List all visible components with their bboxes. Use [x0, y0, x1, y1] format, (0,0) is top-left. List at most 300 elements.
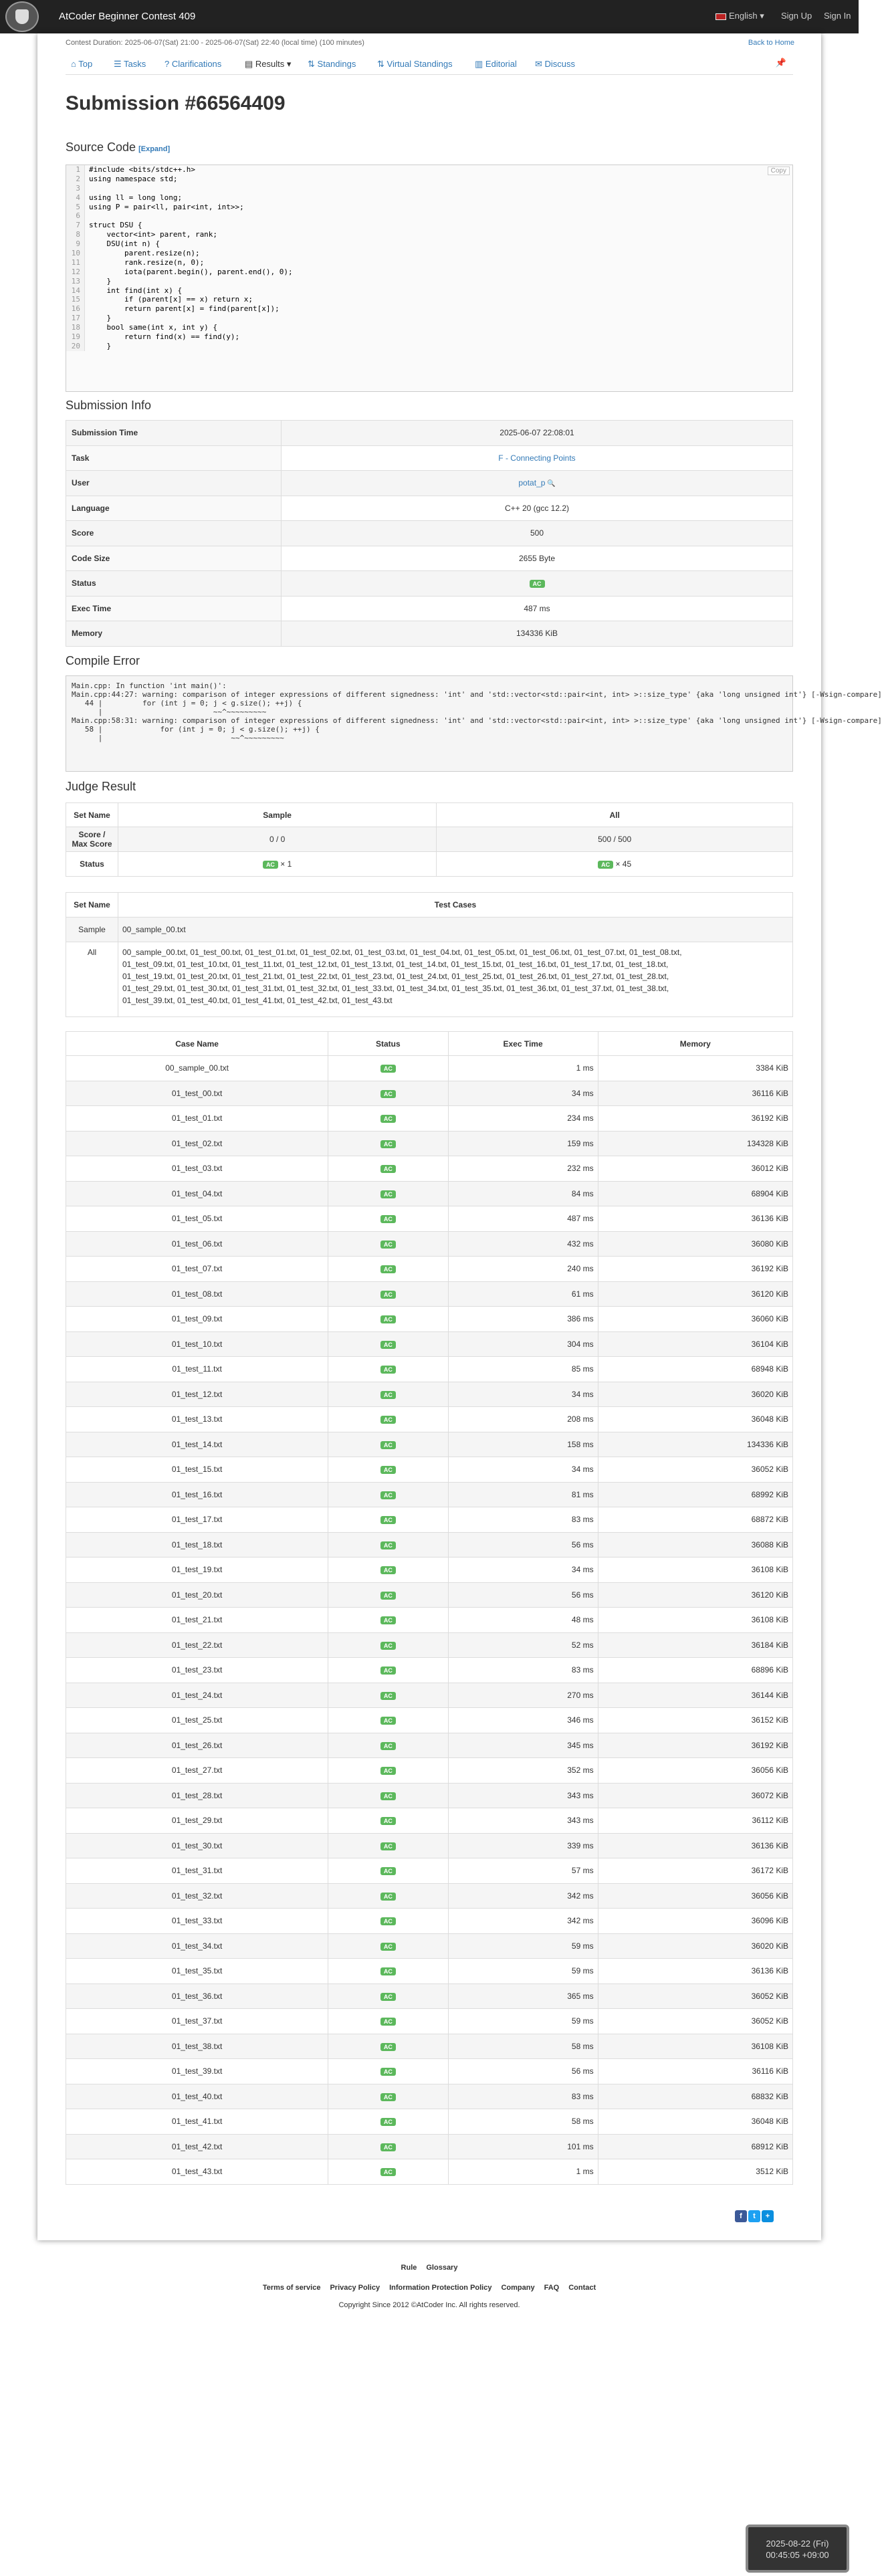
- case-name: 00_sample_00.txt: [66, 1056, 328, 1081]
- footer-link[interactable]: Glossary: [426, 2264, 458, 2272]
- case-exec-time: 342 ms: [448, 1909, 598, 1934]
- compile-error-heading: Compile Error: [66, 654, 140, 667]
- case-exec-time: 57 ms: [448, 1858, 598, 1884]
- footer-link[interactable]: Rule: [401, 2264, 417, 2272]
- all-header: All: [437, 803, 793, 827]
- case-memory: 36052 KiB: [598, 1457, 792, 1483]
- case-memory: 68896 KiB: [598, 1658, 792, 1683]
- case-exec-time: 52 ms: [448, 1632, 598, 1658]
- ac-badge: AC: [380, 1291, 396, 1299]
- case-status: [328, 1056, 448, 1081]
- back-to-home-link[interactable]: Back to Home: [748, 39, 794, 47]
- tab-editorial-label: Editorial: [485, 59, 517, 69]
- case-name: 01_test_34.txt: [66, 1933, 328, 1959]
- sample-count: × 1: [280, 859, 292, 869]
- code-line: [66, 295, 792, 304]
- tab-top-label: Top: [78, 59, 93, 69]
- case-name: 01_test_19.txt: [66, 1558, 328, 1583]
- all-cases-line: 01_test_39.txt, 01_test_40.txt, 01_test_41.txt, 01_test_42.txt, 01_test_43.txt: [122, 996, 393, 1005]
- line-number: 6: [66, 211, 85, 221]
- info-label: Task: [66, 445, 282, 471]
- ac-badge: AC: [380, 1867, 396, 1875]
- case-status: [328, 1708, 448, 1733]
- ac-badge: AC: [380, 1215, 396, 1223]
- fixed-clock: [746, 2525, 849, 2573]
- line-number: 12: [66, 267, 85, 277]
- line-code: rank.resize(n, 0);: [89, 257, 205, 267]
- copyright: Copyright Since 2012 ©AtCoder Inc. All rights reserved.: [338, 2301, 520, 2309]
- line-code: return find(x) == find(y);: [89, 332, 240, 342]
- all-score: 500 / 500: [437, 827, 793, 852]
- case-exec-time: 270 ms: [448, 1683, 598, 1708]
- sample-header: Sample: [118, 803, 437, 827]
- line-code: bool same(int x, int y) {: [89, 323, 218, 332]
- result-row: [66, 1909, 793, 1934]
- ac-badge: AC: [380, 1491, 396, 1499]
- sample-cases: 00_sample_00.txt: [118, 918, 793, 942]
- ac-badge: AC: [380, 1441, 396, 1449]
- result-row: [66, 2059, 793, 2084]
- case-exec-time: 56 ms: [448, 2059, 598, 2084]
- case-status: [328, 1257, 448, 1282]
- case-name: 01_test_04.txt: [66, 1181, 328, 1206]
- ac-badge: AC: [380, 1667, 396, 1675]
- comment-icon: ✉: [535, 59, 542, 69]
- share-icon[interactable]: +: [762, 2210, 774, 2222]
- case-status: [328, 1833, 448, 1858]
- result-row: [66, 1482, 793, 1507]
- case-memory: 36060 KiB: [598, 1307, 792, 1332]
- result-row: [66, 2159, 793, 2185]
- language-label: English: [729, 11, 758, 21]
- ac-badge: AC: [380, 2068, 396, 2076]
- case-name: 01_test_21.txt: [66, 1608, 328, 1633]
- case-memory: 36136 KiB: [598, 1959, 792, 1984]
- ac-badge: AC: [380, 1466, 396, 1474]
- case-exec-time: 208 ms: [448, 1407, 598, 1432]
- signup-link[interactable]: Sign Up: [781, 11, 812, 21]
- case-name: 01_test_31.txt: [66, 1858, 328, 1884]
- result-row: [66, 2084, 793, 2109]
- case-name: 01_test_39.txt: [66, 2059, 328, 2084]
- case-memory: 36136 KiB: [598, 1833, 792, 1858]
- task-link[interactable]: F - Connecting Points: [498, 453, 576, 463]
- case-memory: 36116 KiB: [598, 1081, 792, 1106]
- all-cases-line: 01_test_09.txt, 01_test_10.txt, 01_test_11.txt, 01_test_12.txt, 01_test_13.txt, 01_test_14.txt, 01_test_15.txt, 01_test_16.txt, 01_test_17.txt, 01_test_18.txt,: [122, 960, 669, 969]
- case-name: 01_test_35.txt: [66, 1959, 328, 1984]
- info-label: Exec Time: [66, 596, 282, 621]
- case-memory: 36192 KiB: [598, 1106, 792, 1132]
- case-name: 01_test_05.txt: [66, 1206, 328, 1232]
- line-number: 16: [66, 304, 85, 314]
- line-number: 3: [66, 184, 85, 193]
- tab-standings[interactable]: [308, 59, 356, 70]
- case-exec-time: 56 ms: [448, 1532, 598, 1558]
- result-row: [66, 2034, 793, 2059]
- case-name: 01_test_40.txt: [66, 2084, 328, 2109]
- all-cases-line: 01_test_19.txt, 01_test_20.txt, 01_test_21.txt, 01_test_22.txt, 01_test_23.txt, 01_test_24.txt, 01_test_25.txt, 01_test_26.txt, 01_test_27.txt, 01_test_28.txt,: [122, 972, 669, 981]
- case-status: [328, 2159, 448, 2185]
- case-exec-time: 234 ms: [448, 1106, 598, 1132]
- case-status: [328, 1131, 448, 1156]
- compile-line: Main.cpp: In function 'int main()':: [72, 681, 227, 690]
- case-exec-time: 85 ms: [448, 1357, 598, 1382]
- code-line: [66, 221, 792, 230]
- expand-link[interactable]: [Expand]: [138, 145, 171, 153]
- case-memory: 36056 KiB: [598, 1883, 792, 1909]
- case-memory: 36108 KiB: [598, 2034, 792, 2059]
- info-value: [282, 471, 793, 496]
- case-name: 01_test_01.txt: [66, 1106, 328, 1132]
- case-status: [328, 1933, 448, 1959]
- sample-set-name: Sample: [66, 918, 118, 942]
- result-row: [66, 1558, 793, 1583]
- ac-badge: AC: [380, 2168, 396, 2176]
- result-row: [66, 1181, 793, 1206]
- info-label: Submission Time: [66, 421, 282, 446]
- info-value: C++ 20 (gcc 12.2): [282, 496, 793, 521]
- sort-icon: ⇅: [377, 59, 384, 69]
- case-exec-time: 34 ms: [448, 1457, 598, 1483]
- case-exec-time: 34 ms: [448, 1081, 598, 1106]
- footer-link[interactable]: Terms of service: [262, 2284, 321, 2292]
- info-label: Code Size: [66, 546, 282, 571]
- case-status: [328, 1658, 448, 1683]
- case-memory: 68872 KiB: [598, 1507, 792, 1533]
- result-row: [66, 1231, 793, 1257]
- result-row: [66, 2134, 793, 2159]
- case-status: [328, 2109, 448, 2135]
- line-number: 13: [66, 277, 85, 286]
- line-code: using P = pair<ll, pair<int, int>>;: [89, 202, 244, 211]
- info-value: 500: [282, 521, 793, 546]
- ac-badge: AC: [380, 1893, 396, 1901]
- case-name: 01_test_20.txt: [66, 1582, 328, 1608]
- case-exec-time: 83 ms: [448, 1507, 598, 1533]
- case-memory: 36192 KiB: [598, 1257, 792, 1282]
- language-dropdown[interactable]: English ▾: [715, 11, 764, 21]
- case-memory: 134336 KiB: [598, 1432, 792, 1457]
- all-cases-line: 01_test_29.txt, 01_test_30.txt, 01_test_31.txt, 01_test_32.txt, 01_test_33.txt, 01_test_34.txt, 01_test_35.txt, 01_test_36.txt, 01_test_37.txt, 01_test_38.txt,: [122, 984, 669, 993]
- case-memory: 36112 KiB: [598, 1808, 792, 1834]
- ac-badge: AC: [380, 2018, 396, 2026]
- info-label: Language: [66, 496, 282, 521]
- ac-badge: AC: [380, 1165, 396, 1173]
- case-exec-time: 159 ms: [448, 1131, 598, 1156]
- ac-badge: AC: [380, 1341, 396, 1349]
- case-name: 01_test_06.txt: [66, 1231, 328, 1257]
- result-row: [66, 1983, 793, 2009]
- line-number: 5: [66, 203, 85, 212]
- case-status: [328, 1432, 448, 1457]
- folder-icon: ▤: [245, 59, 253, 69]
- site-title[interactable]: AtCoder Beginner Contest 409: [59, 11, 196, 22]
- case-status: [328, 1758, 448, 1784]
- case-memory: 68912 KiB: [598, 2134, 792, 2159]
- case-memory: 36144 KiB: [598, 1683, 792, 1708]
- compile-line: | ~~^~~~~~~~~~: [72, 734, 284, 742]
- case-memory: 36020 KiB: [598, 1382, 792, 1407]
- case-exec-time: 432 ms: [448, 1231, 598, 1257]
- line-number: 20: [66, 342, 85, 351]
- ac-badge: AC: [380, 1967, 396, 1975]
- ac-badge: AC: [380, 1817, 396, 1825]
- case-status: [328, 1206, 448, 1232]
- signin-link[interactable]: Sign In: [824, 11, 851, 21]
- case-status: [328, 1632, 448, 1658]
- result-row: [66, 1106, 793, 1132]
- line-code: using ll = long long;: [89, 193, 183, 202]
- case-exec-time: 83 ms: [448, 2084, 598, 2109]
- case-status: [328, 1558, 448, 1583]
- tab-tasks[interactable]: [114, 59, 146, 70]
- result-row: [66, 1708, 793, 1733]
- case-name: 01_test_08.txt: [66, 1281, 328, 1307]
- result-row: [66, 1658, 793, 1683]
- main-content: [37, 33, 882, 2240]
- ac-badge: AC: [380, 1516, 396, 1524]
- question-icon: ?: [164, 59, 170, 69]
- results-header: Status: [328, 1032, 448, 1056]
- case-name: 01_test_18.txt: [66, 1532, 328, 1558]
- compile-line: | ~~^~~~~~~~~~: [72, 708, 267, 716]
- case-memory: 68904 KiB: [598, 1181, 792, 1206]
- info-label: Memory: [66, 621, 282, 647]
- copy-button[interactable]: Copy: [768, 167, 790, 175]
- set-name-header: Set Name: [66, 803, 118, 827]
- result-row: [66, 1858, 793, 1884]
- top-navbar: [0, 0, 859, 33]
- tab-virtual-standings[interactable]: [377, 59, 453, 70]
- tab-discuss[interactable]: [535, 59, 575, 70]
- line-code: }: [89, 341, 112, 350]
- ac-badge: AC: [380, 1265, 396, 1273]
- submission-info-heading: Submission Info: [66, 399, 152, 412]
- case-memory: 68992 KiB: [598, 1482, 792, 1507]
- result-row: [66, 1507, 793, 1533]
- case-status: [328, 1507, 448, 1533]
- case-status: [328, 2034, 448, 2059]
- source-code-block: [66, 165, 793, 392]
- source-code-title: Source Code: [66, 140, 136, 154]
- ac-badge: AC: [380, 1767, 396, 1775]
- case-memory: 36080 KiB: [598, 1231, 792, 1257]
- case-memory: 36088 KiB: [598, 1532, 792, 1558]
- case-memory: 36192 KiB: [598, 1733, 792, 1758]
- compile-line: 44 | for (int j = 0; j < g.size(); ++j) {: [72, 699, 302, 708]
- atcoder-logo[interactable]: [5, 1, 39, 32]
- case-exec-time: 343 ms: [448, 1783, 598, 1808]
- case-name: 01_test_36.txt: [66, 1983, 328, 2009]
- case-exec-time: 34 ms: [448, 1382, 598, 1407]
- case-memory: 36012 KiB: [598, 1156, 792, 1182]
- tab-virtual-label: Virtual Standings: [387, 59, 453, 69]
- result-row: [66, 1206, 793, 1232]
- case-status: [328, 1106, 448, 1132]
- ac-badge: AC: [380, 1917, 396, 1925]
- case-memory: 36184 KiB: [598, 1632, 792, 1658]
- line-code: struct DSU {: [89, 221, 142, 230]
- case-name: 01_test_33.txt: [66, 1909, 328, 1934]
- submission-info-table: [66, 420, 793, 647]
- case-name: 01_test_09.txt: [66, 1307, 328, 1332]
- case-status: [328, 1081, 448, 1106]
- judge-result-heading: Judge Result: [66, 780, 136, 793]
- contest-duration: Contest Duration: 2025-06-07(Sat) 21:00 - 2025-06-07(Sat) 22:40 (local time) (100 minutes): [66, 39, 364, 47]
- case-name: 01_test_43.txt: [66, 2159, 328, 2185]
- case-exec-time: 59 ms: [448, 1959, 598, 1984]
- case-status: [328, 1909, 448, 1934]
- info-row: [66, 496, 793, 521]
- case-exec-time: 346 ms: [448, 1708, 598, 1733]
- code-line: [66, 193, 792, 203]
- footer-link[interactable]: Company: [501, 2284, 535, 2292]
- line-code: }: [89, 276, 112, 286]
- result-row: [66, 1156, 793, 1182]
- sample-status: [118, 852, 437, 877]
- case-memory: 36172 KiB: [598, 1858, 792, 1884]
- clock-time: 00:45:05 +09:00: [766, 2550, 829, 2560]
- contest-nav: [66, 53, 793, 75]
- case-exec-time: 84 ms: [448, 1181, 598, 1206]
- line-number: 18: [66, 323, 85, 332]
- twitter-share-icon[interactable]: t: [748, 2210, 760, 2222]
- tab-top[interactable]: [71, 59, 92, 69]
- result-row: [66, 1833, 793, 1858]
- case-name: 01_test_12.txt: [66, 1382, 328, 1407]
- tab-clarifications[interactable]: [164, 59, 221, 69]
- info-row: [66, 596, 793, 621]
- facebook-share-icon[interactable]: f: [735, 2210, 747, 2222]
- line-number: 11: [66, 258, 85, 267]
- result-row: [66, 1331, 793, 1357]
- case-name: 01_test_30.txt: [66, 1833, 328, 1858]
- footer-link[interactable]: Privacy Policy: [330, 2284, 380, 2292]
- case-name: 01_test_38.txt: [66, 2034, 328, 2059]
- all-count: × 45: [615, 859, 632, 869]
- case-name: 01_test_32.txt: [66, 1883, 328, 1909]
- user-link[interactable]: potat_p: [518, 478, 546, 488]
- case-name: 01_test_10.txt: [66, 1331, 328, 1357]
- tab-editorial[interactable]: [475, 59, 517, 70]
- case-exec-time: 1 ms: [448, 2159, 598, 2185]
- case-status: [328, 2059, 448, 2084]
- ac-badge: AC: [263, 861, 278, 869]
- code-line: [66, 165, 792, 175]
- tab-standings-label: Standings: [317, 59, 356, 69]
- case-name: 01_test_14.txt: [66, 1432, 328, 1457]
- case-status: [328, 1281, 448, 1307]
- pin-icon[interactable]: 📌: [775, 58, 786, 68]
- result-row: [66, 1883, 793, 1909]
- code-line: [66, 211, 792, 221]
- case-exec-time: 158 ms: [448, 1432, 598, 1457]
- compile-line: Main.cpp:58:31: warning: comparison of integer expressions of different signedness: 'int' and 'std::vector<std::pair<int, int> >::size_type' {aka 'long unsigned int'} [-Wsign-compare]: [72, 716, 882, 725]
- case-status: [328, 1783, 448, 1808]
- result-row: [66, 1783, 793, 1808]
- ac-badge: AC: [380, 2143, 396, 2151]
- footer-link[interactable]: Contact: [568, 2284, 596, 2292]
- case-status: [328, 1808, 448, 1834]
- line-number: 4: [66, 193, 85, 203]
- case-status: [328, 1382, 448, 1407]
- case-memory: 36116 KiB: [598, 2059, 792, 2084]
- result-row: [66, 1307, 793, 1332]
- ac-badge: AC: [380, 1090, 396, 1098]
- ac-badge: AC: [380, 1366, 396, 1374]
- case-exec-time: 232 ms: [448, 1156, 598, 1182]
- ac-badge: AC: [380, 2118, 396, 2126]
- code-line: [66, 342, 792, 351]
- case-status: [328, 2084, 448, 2109]
- case-memory: 36052 KiB: [598, 1983, 792, 2009]
- case-exec-time: 34 ms: [448, 1558, 598, 1583]
- footer-link[interactable]: Information Protection Policy: [389, 2284, 492, 2292]
- case-memory: 68948 KiB: [598, 1357, 792, 1382]
- case-exec-time: 59 ms: [448, 1933, 598, 1959]
- line-number: 17: [66, 314, 85, 323]
- line-code: }: [89, 314, 112, 323]
- case-memory: 3512 KiB: [598, 2159, 792, 2185]
- case-exec-time: 61 ms: [448, 1281, 598, 1307]
- case-exec-time: 240 ms: [448, 1257, 598, 1282]
- results-header: Case Name: [66, 1032, 328, 1056]
- case-name: 01_test_02.txt: [66, 1131, 328, 1156]
- ac-badge: AC: [380, 1140, 396, 1148]
- tab-results[interactable]: ▤ Results ▾: [245, 59, 292, 69]
- case-exec-time: 339 ms: [448, 1833, 598, 1858]
- line-number: 19: [66, 332, 85, 342]
- info-label: Status: [66, 571, 282, 597]
- case-status: [328, 1959, 448, 1984]
- case-memory: 36048 KiB: [598, 1407, 792, 1432]
- case-name: 01_test_25.txt: [66, 1708, 328, 1733]
- tab-clarifications-label: Clarifications: [171, 59, 222, 69]
- footer-link[interactable]: FAQ: [544, 2284, 560, 2292]
- result-row: [66, 1457, 793, 1483]
- ac-badge: AC: [380, 1742, 396, 1750]
- book-icon: ▥: [475, 59, 483, 69]
- info-value: 2025-06-07 22:08:01: [282, 421, 793, 446]
- case-name: 01_test_41.txt: [66, 2109, 328, 2135]
- case-memory: 36020 KiB: [598, 1933, 792, 1959]
- line-number: 2: [66, 175, 85, 184]
- search-icon[interactable]: 🔍: [545, 480, 556, 488]
- result-row: [66, 1608, 793, 1633]
- home-icon: ⌂: [71, 59, 76, 69]
- ac-badge: AC: [380, 1190, 396, 1198]
- code-line: [66, 230, 792, 239]
- case-memory: 36120 KiB: [598, 1582, 792, 1608]
- case-status: [328, 2009, 448, 2034]
- ac-badge: AC: [380, 1642, 396, 1650]
- ac-badge: AC: [380, 1566, 396, 1574]
- code-line: [66, 239, 792, 249]
- case-memory: 68832 KiB: [598, 2084, 792, 2109]
- case-memory: 36136 KiB: [598, 1206, 792, 1232]
- case-name: 01_test_29.txt: [66, 1808, 328, 1834]
- case-status: [328, 1582, 448, 1608]
- info-label: Score: [66, 521, 282, 546]
- case-exec-time: 342 ms: [448, 1883, 598, 1909]
- ac-badge: AC: [380, 1842, 396, 1850]
- ac-badge: AC: [380, 1792, 396, 1800]
- case-name: 01_test_15.txt: [66, 1457, 328, 1483]
- case-exec-time: 1 ms: [448, 1056, 598, 1081]
- case-exec-time: 101 ms: [448, 2134, 598, 2159]
- case-exec-time: 48 ms: [448, 1608, 598, 1633]
- line-code: [85, 184, 89, 193]
